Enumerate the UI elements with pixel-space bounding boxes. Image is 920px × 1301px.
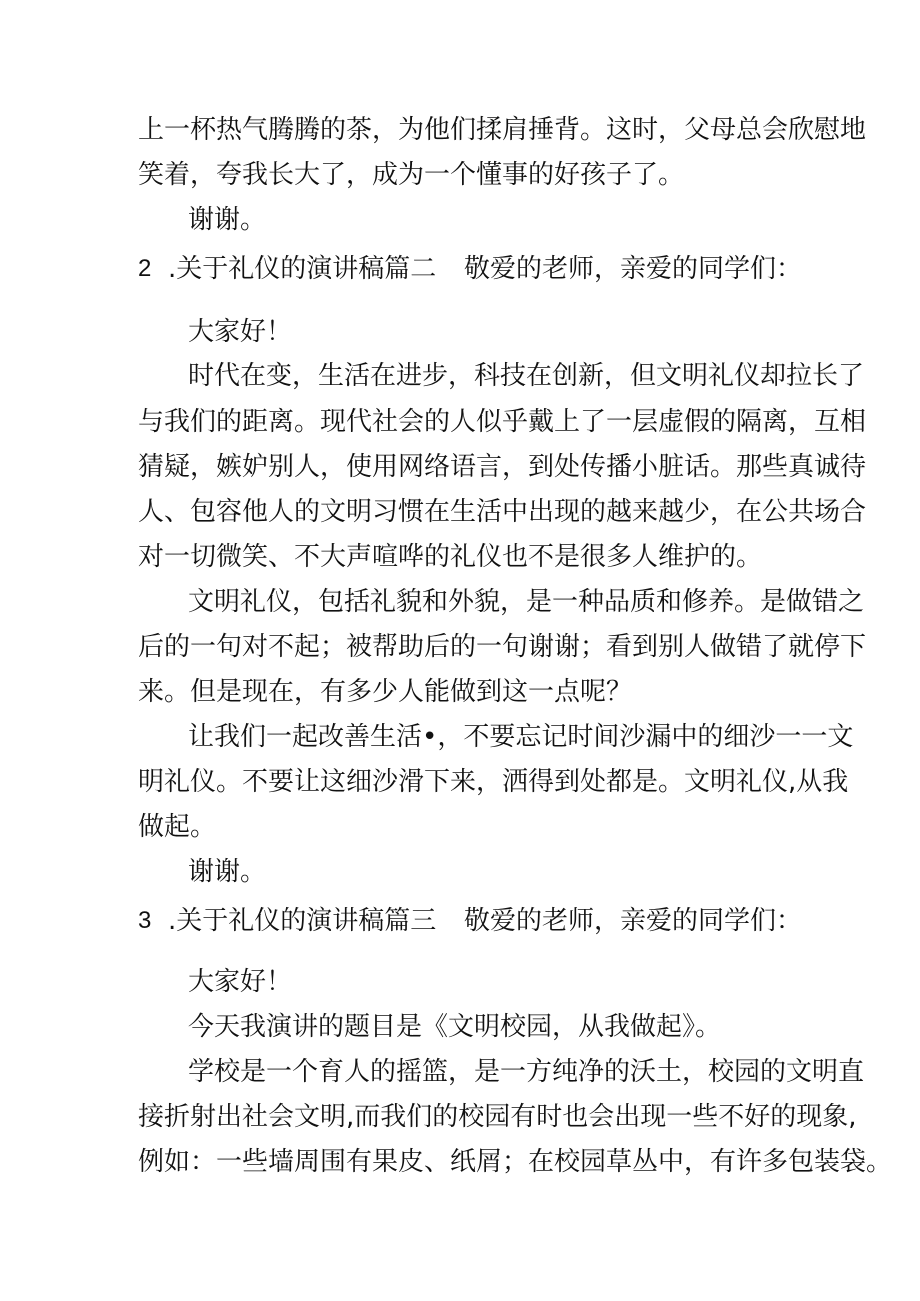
intro-line-2: 笑着，夸我长大了，成为一个懂事的好孩子了。 (138, 160, 685, 190)
section3-topic: 今天我演讲的题目是《文明校园，从我做起》。 (188, 1012, 722, 1042)
section2-para1-line-3: 猜疑，嫉妒别人，使用网络语言，到处传播小脏话。那些真诚待 (138, 452, 867, 482)
section2-para3-line-2: 明礼仪。不要让这细沙滑下来，洒得到处都是。文明礼仪,从我 (138, 767, 849, 797)
section2-para3-line-1: 让我们一起改善生活•，不要忘记时间沙漏中的细沙一一文 (188, 722, 854, 752)
section3-hello: 大家好！ (188, 967, 293, 997)
section2-para1-line-1: 时代在变，生活在进步，科技在创新，但文明礼仪却拉长了 (188, 361, 865, 391)
section2-para2-line-3: 来。但是现在，有多少人能做到这一点呢？ (138, 677, 633, 707)
section2-thanks: 谢谢。 (188, 857, 267, 887)
section2-hello: 大家好！ (188, 317, 293, 347)
intro-thanks: 谢谢。 (188, 205, 267, 235)
section2-para1-line-5: 对一切微笑、不大声喧哗的礼仪也不是很多人维护的。 (138, 542, 763, 572)
section2-greeting: 敬爱的老师，亲爱的同学们： (464, 254, 803, 284)
intro-line-1: 上一杯热气腾腾的茶，为他们揉肩捶背。这时，父母总会欣慰地 (138, 115, 867, 145)
section2-para2-line-1: 文明礼仪，包括礼貌和外貌，是一种品质和修养。是做错之 (188, 587, 865, 617)
section3-greeting: 敬爱的老师，亲爱的同学们： (464, 906, 803, 936)
section3-para1-line-2: 接折射出社会文明,而我们的校园有时也会出现一些不好的现象, (138, 1102, 857, 1132)
section2-para2-line-2: 后的一句对不起；被帮助后的一句谢谢；看到别人做错了就停下 (138, 632, 867, 662)
section3-title: .关于礼仪的演讲稿篇三 (168, 906, 437, 936)
section3-para1-line-3: 例如：一些墙周围有果皮、纸屑；在校园草丛中，有许多包装袋。 (138, 1147, 893, 1177)
section2-para3-line-3: 做起。 (138, 812, 217, 842)
section2-title: .关于礼仪的演讲稿篇二 (168, 254, 437, 284)
section2-number: 2 (138, 255, 152, 282)
section2-para1-line-2: 与我们的距离。现代社会的人似乎戴上了一层虚假的隔离，互相 (138, 407, 867, 437)
section3-para1-line-1: 学校是一个育人的摇篮，是一方纯净的沃土，校园的文明直 (188, 1057, 865, 1087)
section2-para1-line-4: 人、包容他人的文明习惯在生活中出现的越来越少，在公共场合 (138, 497, 867, 527)
section3-number: 3 (138, 907, 152, 934)
